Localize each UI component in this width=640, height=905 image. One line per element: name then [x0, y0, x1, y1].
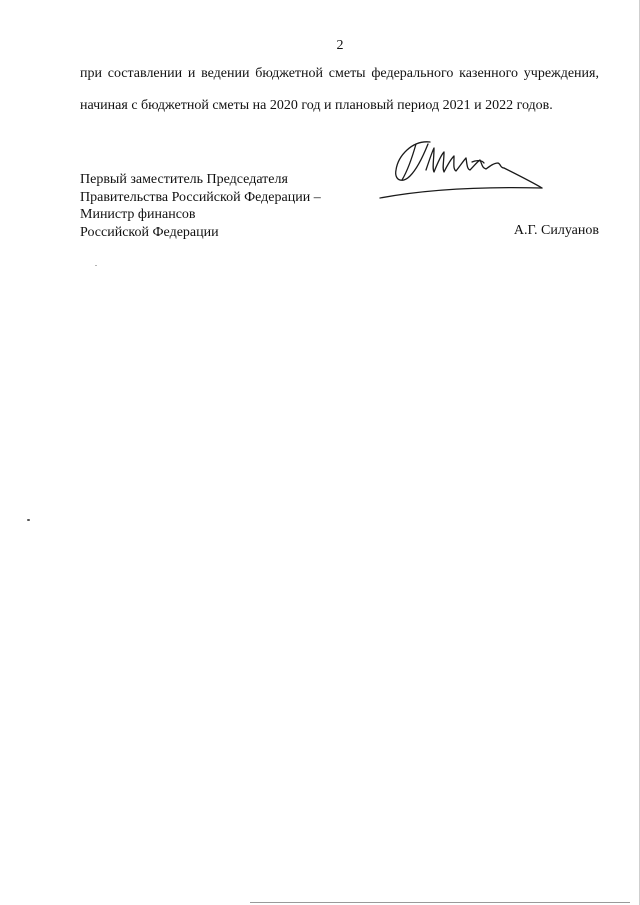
- signatory-title-line-1: Первый заместитель Председателя: [80, 172, 288, 187]
- handwritten-signature: [372, 136, 552, 206]
- signatory-title-line-3: Министр финансов: [80, 207, 196, 222]
- scan-speck: [95, 265, 97, 266]
- scan-speck: [27, 519, 30, 521]
- signatory-title-line-2: Правительства Российской Федерации –: [80, 189, 321, 205]
- scan-edge-mark: [250, 902, 630, 903]
- signatory-title: [80, 171, 321, 241]
- page-number: 2: [336, 38, 344, 53]
- paragraph-line-1: при составлении и ведении бюджетной сметы федерального казенного учреждения,: [80, 66, 599, 81]
- signatory-title-line-4: Российской Федерации: [80, 224, 219, 240]
- paragraph-line-2: начиная с бюджетной сметы на 2020 год и плановый период 2021 и 2022 годов.: [80, 98, 553, 113]
- signatory-name: А.Г. Силуанов: [513, 223, 599, 238]
